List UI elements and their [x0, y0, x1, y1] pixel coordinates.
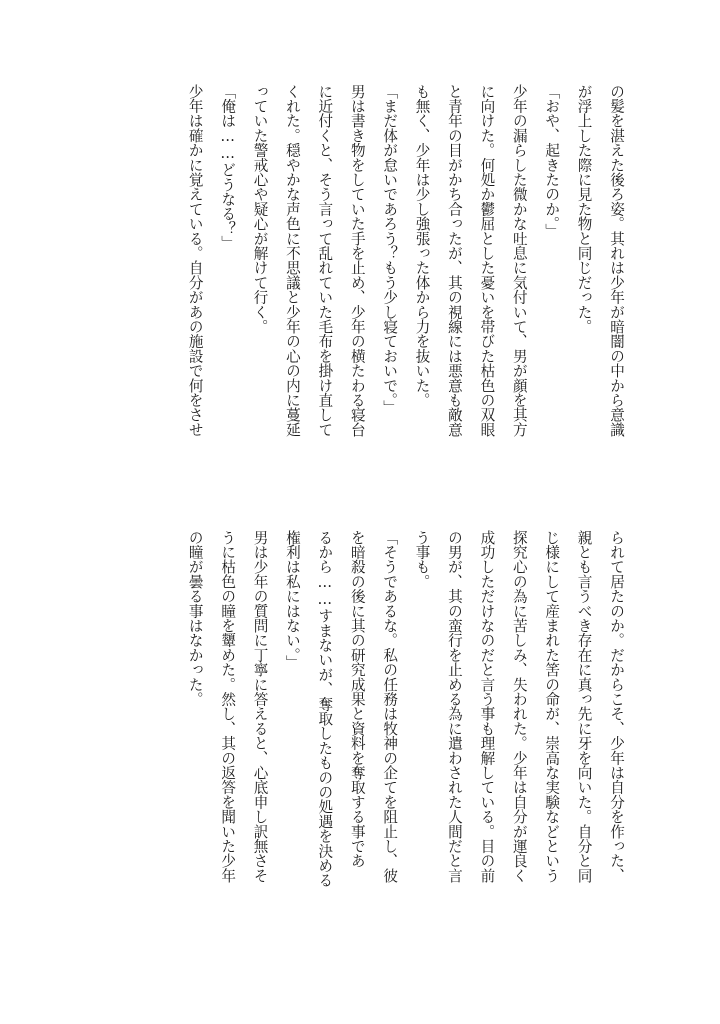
text-column: と青年の目がかち合ったが、其の視線には悪意も敵意 [445, 84, 463, 437]
text-column: の髪を湛えた後ろ姿。其れは少年が暗闇の中から意識 [608, 84, 625, 437]
text-tier-lower [72, 530, 632, 954]
text-column: 探究心の為に苦しみ、失われた。少年は自分が運良く [510, 530, 528, 883]
text-column: の瞳が曇る事はなかった。 [186, 530, 204, 707]
text-column: っていた警戒心や疑心が解けて行く。 [251, 84, 269, 334]
text-column: 「そうであるな。私の任務は牧神の企てを阻止し、彼 [381, 530, 399, 883]
text-column: 親とも言うべき存在に真っ先に牙を向いた。自分と同 [575, 530, 593, 883]
text-column: うに枯色の瞳を顰めた。然し、其の返答を聞いた少年 [219, 530, 237, 883]
text-column: の男が、其の蛮行を止める為に遣わされた人間だと言 [445, 530, 463, 883]
text-column: う事も。 [413, 530, 431, 589]
text-column: も無く、少年は少し強張った体から力を抜いた。 [413, 84, 431, 408]
text-column: 少年の漏らした微かな吐息に気付いて、男が顔を其方 [510, 84, 528, 437]
text-column: に向けた。何処か鬱屈とした憂いを帯びた枯色の双眼 [478, 84, 496, 437]
text-column: 権利は私にはない。」 [283, 530, 301, 670]
text-column: 男は少年の質問に丁寧に答えると、心底申し訳無さそ [251, 530, 269, 883]
text-column: に近付くと、そう言って乱れていた毛布を掛け直して [316, 84, 334, 437]
text-column: 「まだ体が怠いであろう？もう少し寝ておいで。」 [381, 84, 399, 415]
text-column: 男は書き物をしていた手を止め、少年の横たわる寝台 [348, 84, 366, 437]
text-column: 成功しただけなのだと言う事も理解している。目の前 [478, 530, 496, 883]
text-column: を暗殺の後に其の研究成果と資料を奪取する事であ [348, 530, 366, 869]
text-column: るから……すまないが、奪取したものの処遇を決める [316, 530, 334, 888]
text-column: 少年は確かに覚えている。自分があの施設で何をさせ [186, 84, 204, 437]
text-column: 「俺は……どうなる？」 [219, 84, 237, 251]
text-tier-upper [72, 84, 632, 508]
text-column: くれた。穏やかな声色に不思議と少年の心の内に蔓延 [283, 84, 301, 437]
text-column: られて居たのか。だからこそ、少年は自分を作った、 [608, 530, 625, 883]
text-column: じ様にして産まれた筈の命が、崇高な実験などという [543, 530, 561, 883]
text-column: が浮上した際に見た物と同じだった。 [575, 84, 593, 334]
text-column: 「おや、起きたのか。」 [543, 84, 561, 239]
